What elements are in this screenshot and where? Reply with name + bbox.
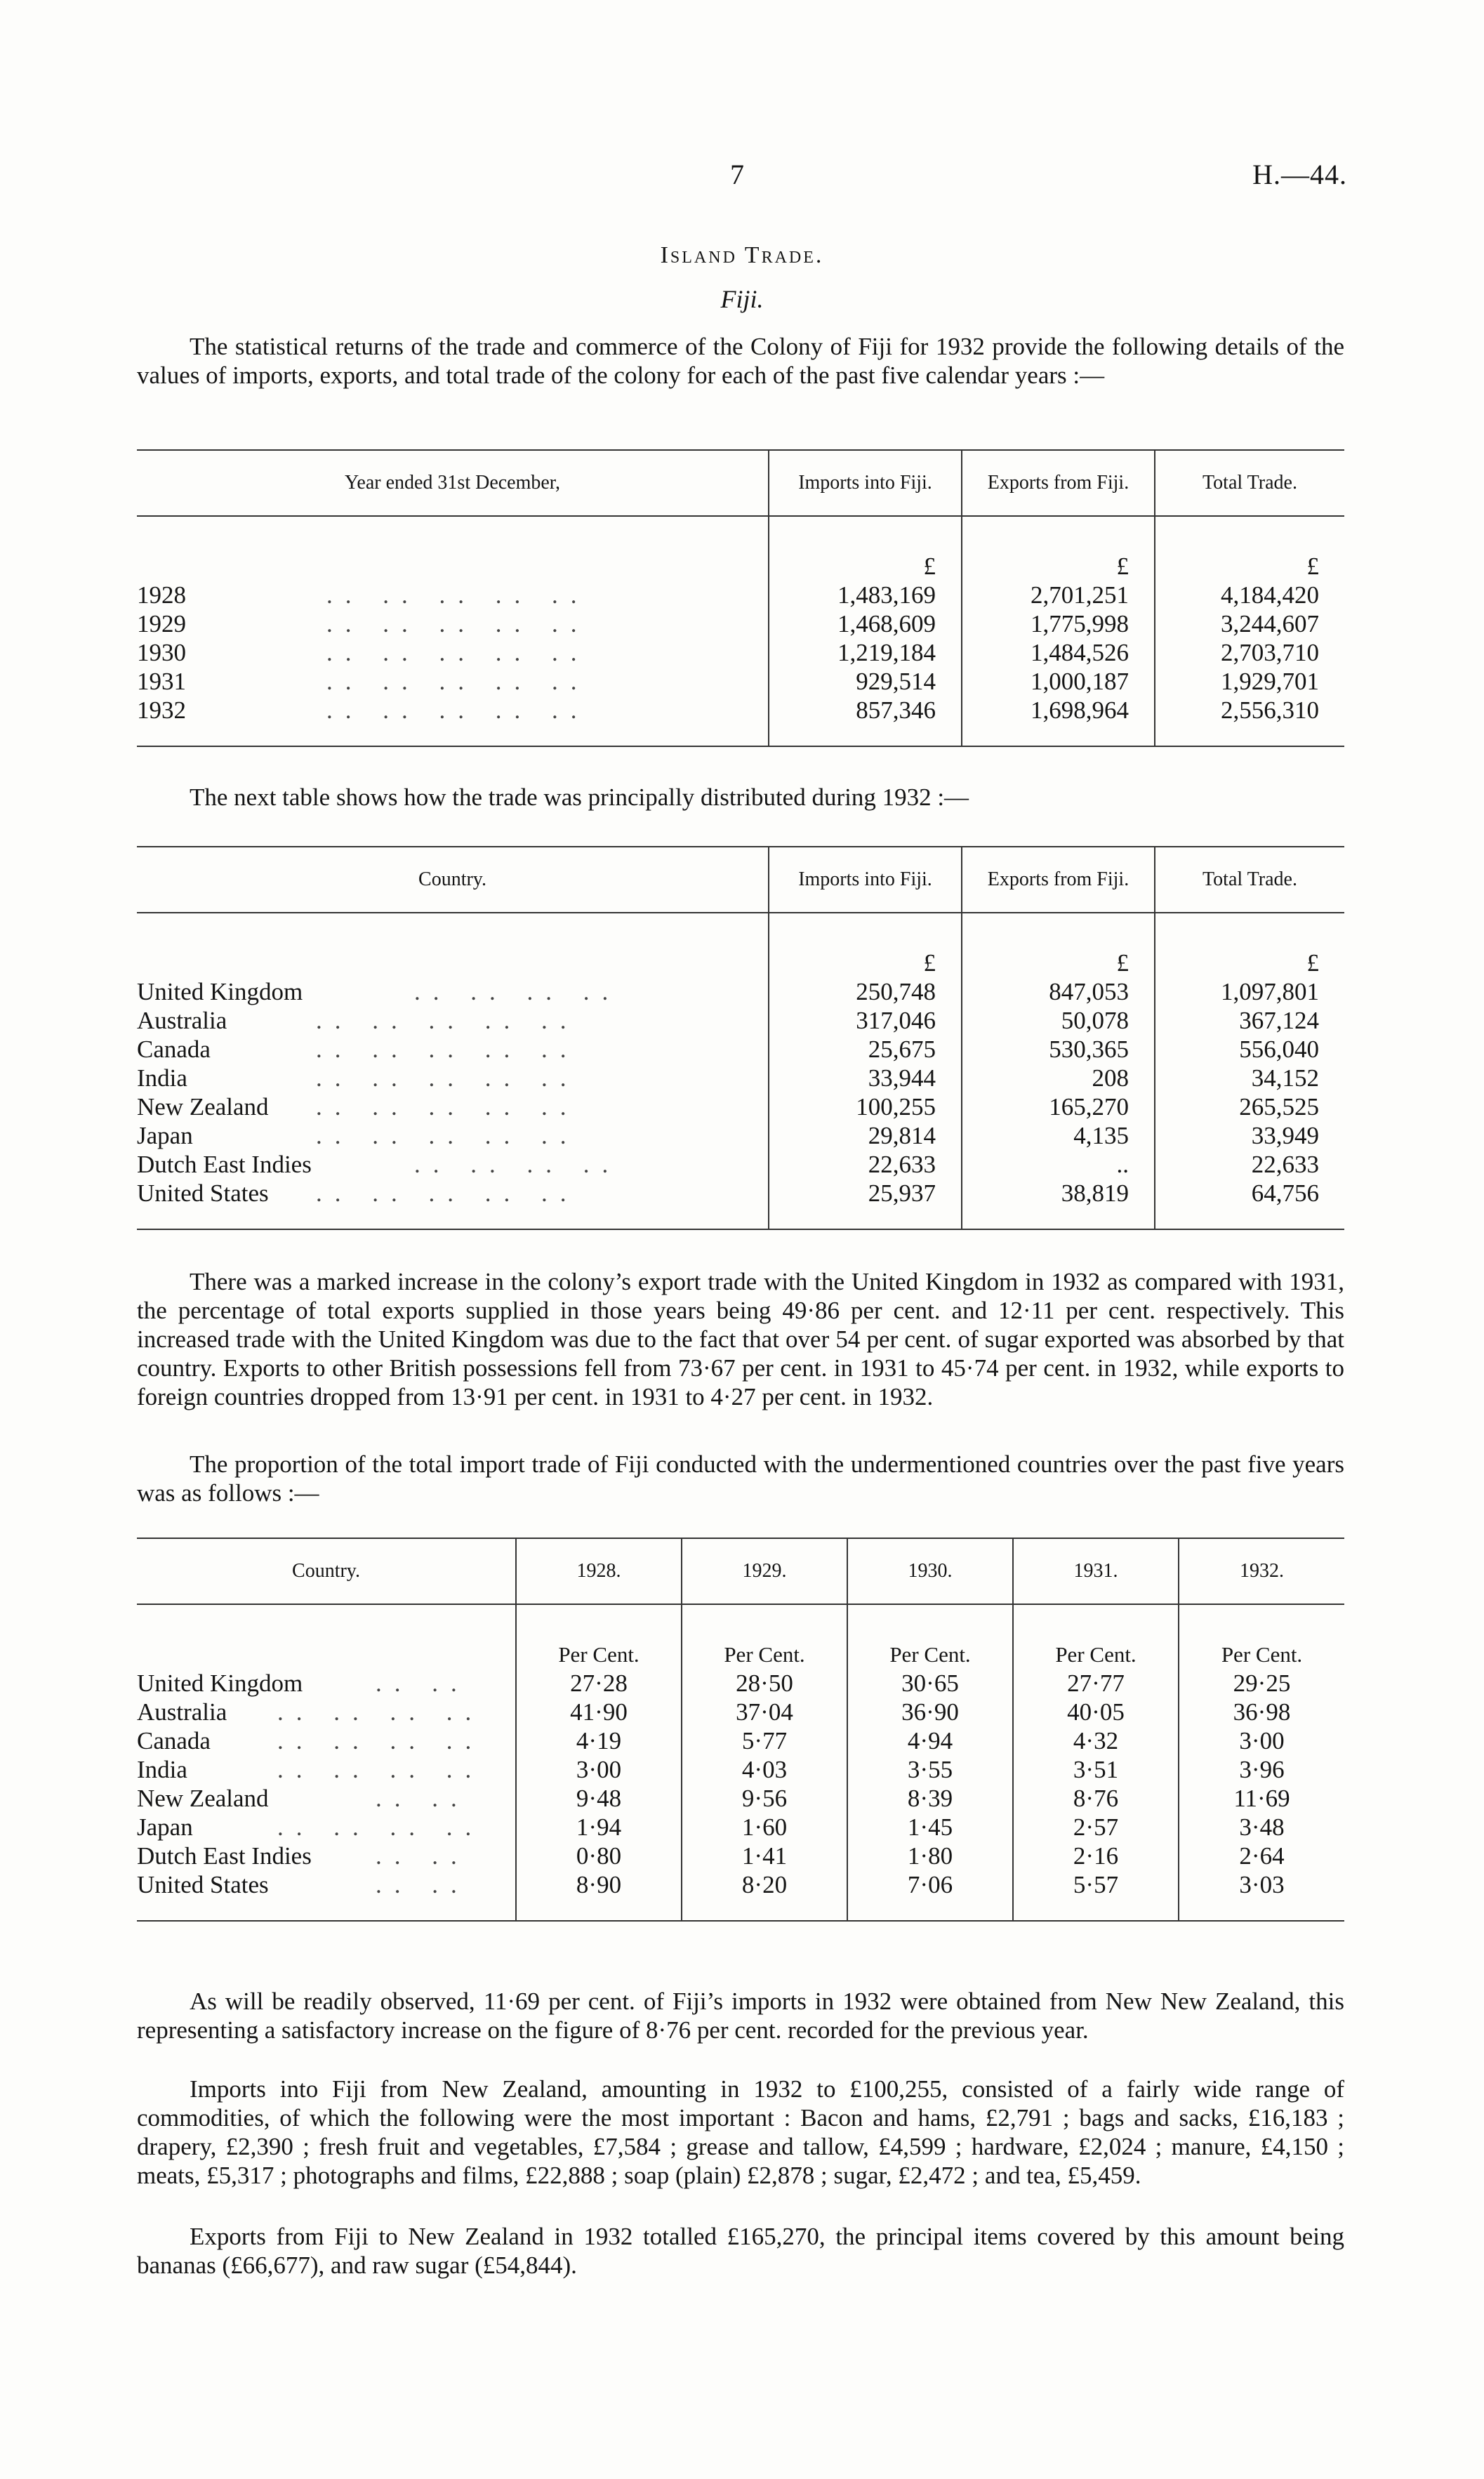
table-row: 1930 .. .. .. .. .. 1,219,184 1,484,526 2,703,710 [137,638,1344,667]
table-row: United States .. .. .. .. .. 25,937 38,819 64,756 [137,1179,1344,1208]
cell-total: 64,756 [1155,1179,1344,1208]
cell-exports: 165,270 [962,1092,1155,1121]
cell-total: 2,556,310 [1155,696,1344,725]
header-imports: Imports into Fiji. [769,450,962,516]
cell-value: 8·76 [1013,1784,1179,1813]
cell-value: 41·90 [516,1698,682,1726]
cell-value: 30·65 [847,1669,1013,1698]
table-row: 1931 .. .. .. .. .. 929,514 1,000,187 1,929,701 [137,667,1344,696]
header-year: Year ended 31st December, [344,472,561,494]
cell-value: 4·19 [516,1726,682,1755]
row-label: 1930 [137,639,186,666]
cell-value: 3·96 [1179,1755,1344,1784]
row-label: India [137,1064,187,1092]
unit-label: Per Cent. [847,1634,1013,1669]
cell-imports: 1,219,184 [769,638,962,667]
page-number: 7 [730,159,744,190]
cell-total: 2,703,710 [1155,638,1344,667]
row-label: India [137,1756,187,1783]
table-row: Australia .. .. .. .. 41·90 37·04 36·90 40·05 36·98 [137,1698,1344,1726]
imports-intro-paragraph: The proportion of the total import trade of Fiji conducted with the undermentioned countries over the past five years was as follows :— [137,1450,1344,1507]
cell-value: 4·32 [1013,1726,1179,1755]
row-label: Japan [137,1813,193,1841]
cell-value: 1·94 [516,1813,682,1842]
page-reference: H.—44. [1252,159,1347,190]
table-row: Dutch East Indies .. .. 0·80 1·41 1·80 2·16 2·64 [137,1842,1344,1870]
table-row: Canada .. .. .. .. 4·19 5·77 4·94 4·32 3·00 [137,1726,1344,1755]
table-row: 1928 .. .. .. .. .. 1,483,169 2,701,251 4,184,420 [137,581,1344,609]
cell-value: 29·25 [1179,1669,1344,1698]
cell-value: 40·05 [1013,1698,1179,1726]
cell-exports: 847,053 [962,977,1155,1006]
row-label: United Kingdom [137,1670,303,1697]
cell-imports: 25,675 [769,1035,962,1064]
cell-exports: 2,701,251 [962,581,1155,609]
cell-value: 4·03 [682,1755,847,1784]
header-exports: Exports from Fiji. [962,450,1155,516]
cell-exports: 1,775,998 [962,609,1155,638]
row-label: 1928 [137,581,186,609]
row-label: Canada [137,1727,211,1754]
table2-intro: The next table shows how the trade was principally distributed during 1932 :— [190,784,969,811]
cell-value: 9·48 [516,1784,682,1813]
cell-value: 27·77 [1013,1669,1179,1698]
header-exports: Exports from Fiji. [962,847,1155,913]
cell-value: 5·77 [682,1726,847,1755]
unit-label: Per Cent. [1179,1634,1344,1669]
cell-value: 8·20 [682,1870,847,1899]
table-row: India .. .. .. .. 3·00 4·03 3·55 3·51 3·96 [137,1755,1344,1784]
header-imports: Imports into Fiji. [769,847,962,913]
cell-value: 1·60 [682,1813,847,1842]
header-total: Total Trade. [1155,450,1344,516]
cell-value: 8·90 [516,1870,682,1899]
row-label: Australia [137,1007,227,1034]
table-row: New Zealand .. .. 9·48 9·56 8·39 8·76 11·69 [137,1784,1344,1813]
row-label: 1932 [137,696,186,724]
cell-total: 556,040 [1155,1035,1344,1064]
header-1929: 1929. [682,1538,847,1604]
nz-imports-paragraph: Imports into Fiji from New Zealand, amounting in 1932 to £100,255, consisted of a fairly wide range of commodities, of which the following were the most important : Bacon and hams, £2,791 ; bags and sacks, £16,183 ; drapery, £2,390 ; fresh fruit and vegetables, £7,584 ; grease and tallow, £4,599 ; hardware, £2,024 ; manure, £4,150 ; meats, £5,317 ; photographs and films, £22,888 ; soap (plain) £2,878 ; sugar, £2,472 ; and tea, £5,459. [137,2075,1344,2189]
section-subheading: Fiji. [720,285,764,313]
cell-value: 36·90 [847,1698,1013,1726]
header-1932: 1932. [1179,1538,1344,1604]
row-label: 1929 [137,610,186,637]
cell-total: 367,124 [1155,1006,1344,1035]
cell-imports: 929,514 [769,667,962,696]
header-1928: 1928. [516,1538,682,1604]
header-1930: 1930. [847,1538,1013,1604]
cell-value: 3·00 [516,1755,682,1784]
header-total: Total Trade. [1155,847,1344,913]
table-row: Japan .. .. .. .. 1·94 1·60 1·45 2·57 3·48 [137,1813,1344,1842]
cell-value: 1·45 [847,1813,1013,1842]
cell-total: 33,949 [1155,1121,1344,1150]
cell-value: 1·80 [847,1842,1013,1870]
cell-total: 34,152 [1155,1064,1344,1092]
header-country: Country. [418,868,486,890]
exports-paragraph: There was a marked increase in the colony’s export trade with the United Kingdom in 1932 as compared with 1931, the percentage of total exports supplied in those years being 49·86 per cent. and 12·11 per cent. respectively. This increased trade with the United Kingdom was due to the fact that over 54 per cent. of sugar exported was absorbed by that country. Exports to other British possessions fell from 73·67 per cent. in 1931 to 45·74 per cent. in 1932, while exports to foreign countries dropped from 13·91 per cent. in 1931 to 4·27 per cent. in 1932. [137,1268,1344,1410]
cell-value: 28·50 [682,1669,847,1698]
row-label: Dutch East Indies [137,1151,312,1178]
cell-value: 7·06 [847,1870,1013,1899]
cell-value: 3·48 [1179,1813,1344,1842]
cell-exports: 1,484,526 [962,638,1155,667]
cell-value: 2·57 [1013,1813,1179,1842]
cell-imports: 29,814 [769,1121,962,1150]
cell-value: 9·56 [682,1784,847,1813]
unit-label: Per Cent. [516,1634,682,1669]
cell-total: 265,525 [1155,1092,1344,1121]
row-label: United States [137,1179,269,1207]
cell-value: 3·55 [847,1755,1013,1784]
row-label: United States [137,1871,269,1898]
intro-paragraph: The statistical returns of the trade and commerce of the Colony of Fiji for 1932 provide the following details of the values of imports, exports, and total trade of the colony for each of the past five calendar years :— [137,333,1344,389]
cell-imports: 317,046 [769,1006,962,1035]
cell-total: 1,097,801 [1155,977,1344,1006]
cell-exports: 530,365 [962,1035,1155,1064]
cell-value: 2·16 [1013,1842,1179,1870]
unit-imports: £ [769,943,962,977]
cell-value: 2·64 [1179,1842,1344,1870]
table-row: 1929 .. .. .. .. .. 1,468,609 1,775,998 3,244,607 [137,609,1344,638]
cell-value: 11·69 [1179,1784,1344,1813]
unit-label: Per Cent. [1013,1634,1179,1669]
table-row: United States .. .. 8·90 8·20 7·06 5·57 3·03 [137,1870,1344,1899]
cell-exports: 50,078 [962,1006,1155,1035]
cell-total: 3,244,607 [1155,609,1344,638]
table-row: Dutch East Indies .. .. .. .. 22,633 .. 22,633 [137,1150,1344,1179]
cell-value: 4·94 [847,1726,1013,1755]
unit-exports: £ [962,546,1155,581]
unit-label: Per Cent. [682,1634,847,1669]
unit-exports: £ [962,943,1155,977]
cell-imports: 250,748 [769,977,962,1006]
cell-imports: 25,937 [769,1179,962,1208]
nz-exports-paragraph: Exports from Fiji to New Zealand in 1932 totalled £165,270, the principal items covered by this amount being bananas (£66,677), and raw sugar (£54,844). [137,2223,1344,2279]
cell-total: 22,633 [1155,1150,1344,1179]
table-row: United Kingdom .. .. .. .. 250,748 847,053 1,097,801 [137,977,1344,1006]
table-row: New Zealand .. .. .. .. .. 100,255 165,270 265,525 [137,1092,1344,1121]
table-row: India .. .. .. .. .. 33,944 208 34,152 [137,1064,1344,1092]
cell-imports: 22,633 [769,1150,962,1179]
cell-value: 37·04 [682,1698,847,1726]
unit-imports: £ [769,546,962,581]
cell-imports: 1,483,169 [769,581,962,609]
table-row: Japan .. .. .. .. .. 29,814 4,135 33,949 [137,1121,1344,1150]
cell-value: 27·28 [516,1669,682,1698]
section-heading: Island Trade. [660,242,824,268]
cell-imports: 33,944 [769,1064,962,1092]
row-label: Dutch East Indies [137,1842,312,1870]
row-label: United Kingdom [137,978,303,1005]
cell-value: 5·57 [1013,1870,1179,1899]
unit-total: £ [1155,546,1344,581]
trade-by-country-table [137,846,1344,1230]
cell-exports: .. [962,1150,1155,1179]
row-label: Japan [137,1122,193,1149]
cell-total: 4,184,420 [1155,581,1344,609]
row-label: New Zealand [137,1785,269,1812]
cell-value: 3·00 [1179,1726,1344,1755]
cell-imports: 1,468,609 [769,609,962,638]
cell-value: 3·03 [1179,1870,1344,1899]
cell-exports: 208 [962,1064,1155,1092]
cell-value: 0·80 [516,1842,682,1870]
unit-total: £ [1155,943,1344,977]
header-country: Country. [292,1560,360,1582]
table-row: Australia .. .. .. .. .. 317,046 50,078 367,124 [137,1006,1344,1035]
cell-imports: 857,346 [769,696,962,725]
cell-value: 36·98 [1179,1698,1344,1726]
cell-total: 1,929,701 [1155,667,1344,696]
cell-exports: 38,819 [962,1179,1155,1208]
trade-by-year-table [137,449,1344,747]
cell-value: 3·51 [1013,1755,1179,1784]
header-1931: 1931. [1013,1538,1179,1604]
nz-share-paragraph: As will be readily observed, 11·69 per cent. of Fiji’s imports in 1932 were obtained from New New Zealand, this representing a satisfactory increase on the figure of 8·76 per cent. recorded for the previous year. [137,1988,1344,2044]
table-row: Canada .. .. .. .. .. 25,675 530,365 556,040 [137,1035,1344,1064]
cell-exports: 4,135 [962,1121,1155,1150]
cell-imports: 100,255 [769,1092,962,1121]
row-label: Canada [137,1036,211,1063]
import-share-table [137,1538,1344,1922]
row-label: 1931 [137,668,186,695]
cell-exports: 1,000,187 [962,667,1155,696]
cell-exports: 1,698,964 [962,696,1155,725]
row-label: New Zealand [137,1093,269,1120]
cell-value: 8·39 [847,1784,1013,1813]
table-row: United Kingdom .. .. 27·28 28·50 30·65 27·77 29·25 [137,1669,1344,1698]
table-row: 1932 .. .. .. .. .. 857,346 1,698,964 2,556,310 [137,696,1344,725]
cell-value: 1·41 [682,1842,847,1870]
row-label: Australia [137,1698,227,1726]
